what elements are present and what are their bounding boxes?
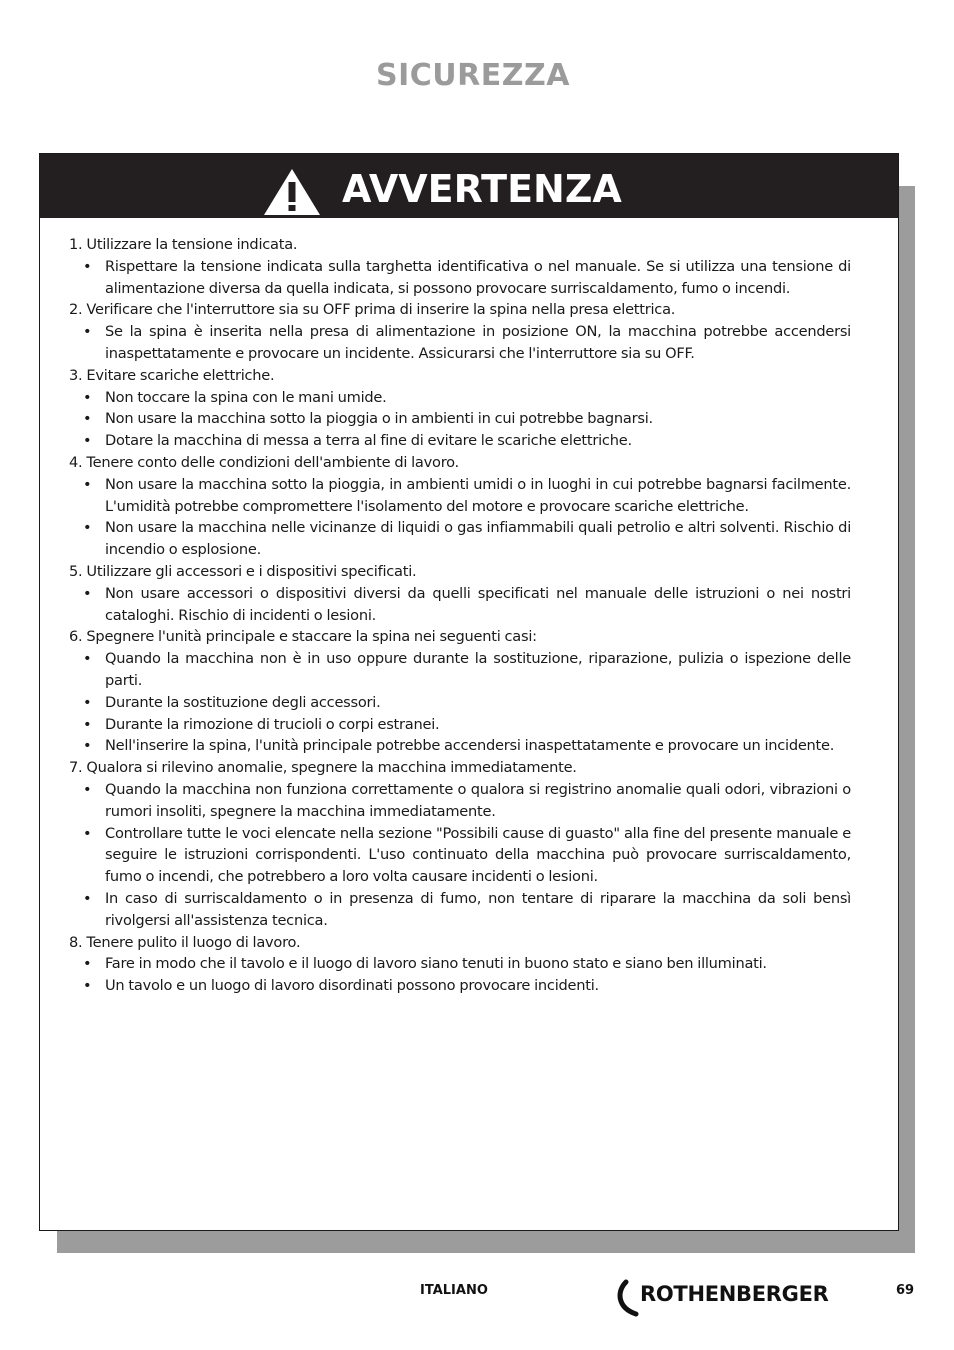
numbered-item: 7. Qualora si rilevino anomalie, spegnere la macchina immediatamente. <box>69 759 577 777</box>
numbered-item: 5. Utilizzare gli accessori e i dispositivi specificati. <box>69 562 417 580</box>
warning-triangle-icon <box>262 167 322 217</box>
section-title: SICUREZZA <box>376 58 570 93</box>
bullet-item: • Dotare la macchina di messa a terra al fine di evitare le scariche elettriche. <box>69 430 851 452</box>
warning-header <box>40 154 898 218</box>
warning-box <box>39 153 899 1231</box>
bullet-item: • Non usare accessori o dispositivi diversi da quelli specificati nel manuale delle istruzioni o nei nostri cataloghi. Rischio di incidenti o lesioni. <box>69 583 851 627</box>
footer-language: ITALIANO <box>420 1283 488 1298</box>
bullet-item: • Se la spina è inserita nella presa di alimentazione in posizione ON, la macchina potrebbe accendersi inaspettatamente e provocare un incidente. Assicurarsi che l'interruttore sia su OFF. <box>69 321 851 365</box>
numbered-item: 6. Spegnere l'unità principale e staccare la spina nei seguenti casi: <box>69 628 537 646</box>
numbered-item: 8. Tenere pulito il luogo di lavoro. <box>69 933 301 951</box>
bullet-item: • Non toccare la spina con le mani umide. <box>69 387 851 409</box>
bullet-item: • Non usare la macchina sotto la pioggia, in ambienti umidi o in luoghi in cui potrebbe bagnarsi facilmente. L'umidità potrebbe compromettere l'isolamento del motore e provocare scariche elettriche. <box>69 474 851 518</box>
bullet-item: • Rispettare la tensione indicata sulla targhetta identificativa o nel manuale. Se si utilizza una tensione di alimentazione diversa da quella indicata, si possono provocare surriscaldamento, fumo o incendi. <box>69 256 851 300</box>
numbered-item: 4. Tenere conto delle condizioni dell'ambiente di lavoro. <box>69 453 459 471</box>
bullet-item: • In caso di surriscaldamento o in presenza di fumo, non tentare di riparare la macchina da soli bensì rivolgersi all'assistenza tecnica. <box>69 888 851 932</box>
bullet-item: • Non usare la macchina sotto la pioggia o in ambienti in cui potrebbe bagnarsi. <box>69 408 851 430</box>
bullet-item: • Fare in modo che il tavolo e il luogo di lavoro siano tenuti in buono stato e siano ben illuminati. <box>69 953 851 975</box>
bullet-item: • Un tavolo e un luogo di lavoro disordinati possono provocare incidenti. <box>69 975 851 997</box>
numbered-item: 3. Evitare scariche elettriche. <box>69 366 275 384</box>
brand-name: ROTHENBERGER <box>640 1282 829 1306</box>
bullet-item: • Nell'inserire la spina, l'unità principale potrebbe accendersi inaspettatamente e provocare un incidente. <box>69 735 851 757</box>
bullet-item: • Durante la sostituzione degli accessori. <box>69 692 851 714</box>
page-number: 69 <box>896 1283 915 1298</box>
warning-title: AVVERTENZA <box>342 167 622 211</box>
bullet-item: • Quando la macchina non funziona correttamente o qualora si registrino anomalie quali odori, vibrazioni o rumori insoliti, spegnere la macchina immediatamente. <box>69 779 851 823</box>
bullet-item: • Controllare tutte le voci elencate nella sezione "Possibili cause di guasto" alla fine del presente manuale e seguire le istruzioni corrispondenti. L'uso continuato della macchina può provocare surriscaldamento, fumo o incendi, che potrebbero a loro volta causare incidenti o lesioni. <box>69 823 851 888</box>
numbered-item: 1. Utilizzare la tensione indicata. <box>69 236 298 253</box>
bullet-item: • Durante la rimozione di trucioli o corpi estranei. <box>69 714 851 736</box>
warning-content <box>69 234 851 997</box>
bullet-item: • Non usare la macchina nelle vicinanze di liquidi o gas infiammabili quali petrolio e altri solventi. Rischio di incendio o esplosione. <box>69 517 851 561</box>
numbered-item: 2. Verificare che l'interruttore sia su OFF prima di inserire la spina nella presa elettrica. <box>69 301 676 319</box>
bullet-item: • Quando la macchina non è in uso oppure durante la sostituzione, riparazione, pulizia o ispezione delle parti. <box>69 648 851 692</box>
